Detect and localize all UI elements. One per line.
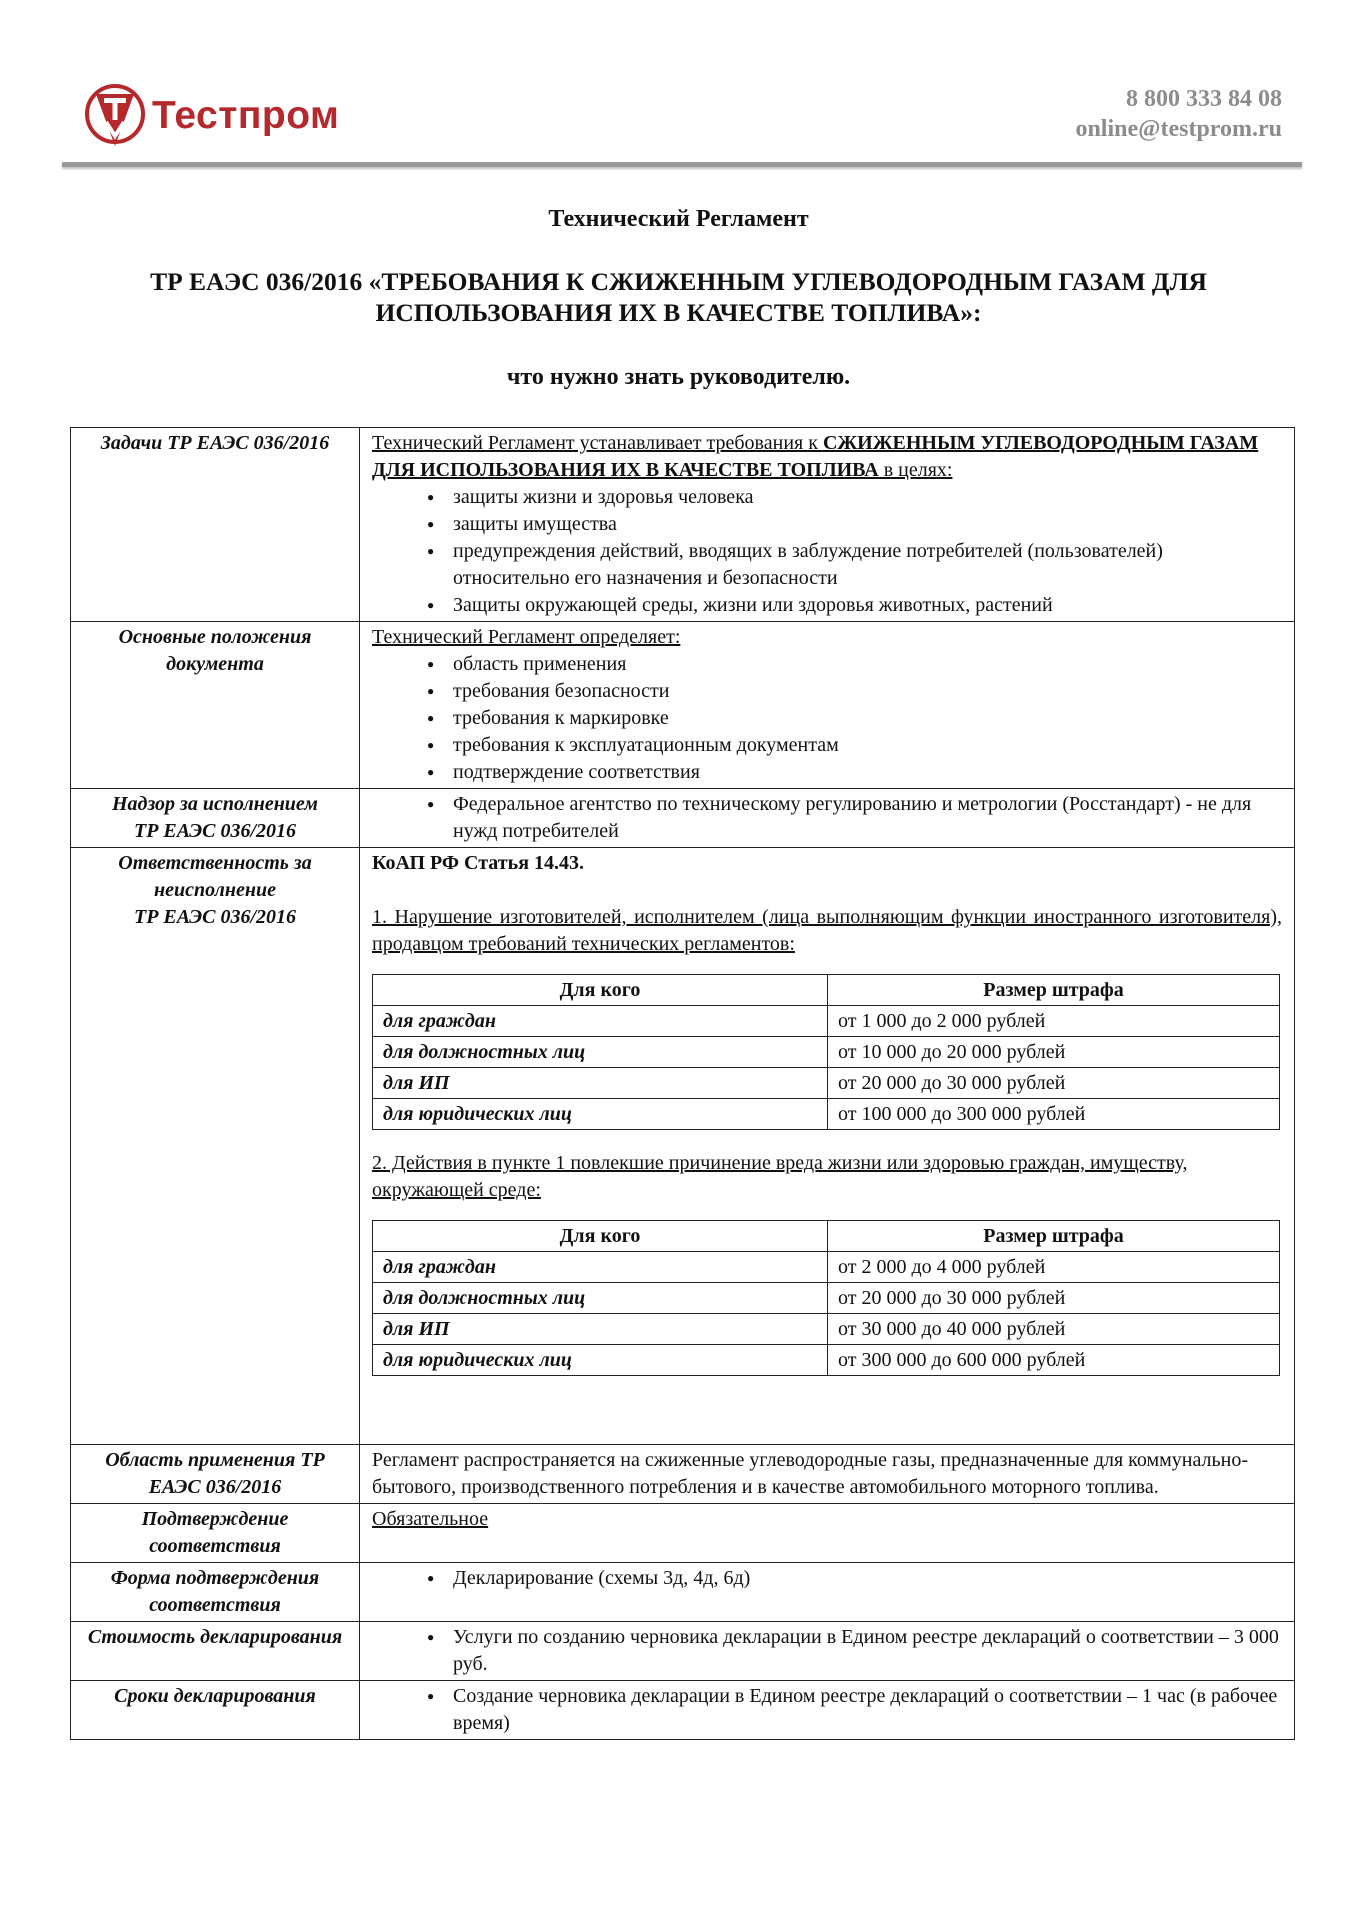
label-liability: [71, 848, 360, 1445]
cost-list: [372, 1624, 1282, 1678]
liability-heading: КоАП РФ Статья 14.43.: [372, 852, 585, 874]
cell-fine: от 10 000 до 20 000 рублей: [828, 1037, 1280, 1068]
cell-fine: от 2 000 до 4 000 рублей: [828, 1252, 1280, 1283]
tasks-intro-end: в целях:: [878, 459, 953, 481]
contacts: [1075, 84, 1282, 144]
content-tasks: [360, 428, 1295, 622]
doc-subtitle-line-1: ТР ЕАЭС 036/2016 «ТРЕБОВАНИЯ К СЖИЖЕННЫМ УГЛЕВОДОРОДНЫМ ГАЗАМ ДЛЯ: [150, 267, 1207, 296]
provisions-list: [372, 651, 1282, 786]
col-who: Для кого: [373, 1221, 828, 1252]
fines-table-1: [372, 974, 1280, 1130]
testprom-logo-icon: [82, 80, 148, 152]
cell-fine: от 20 000 до 30 000 рублей: [828, 1068, 1280, 1099]
table-row: [373, 1345, 1280, 1376]
content-scope: Регламент распространяется на сжиженные углеводородные газы, предназначенные для коммунально-бытового, производственного потребления и в качестве автомобильного моторного топлива.: [360, 1445, 1295, 1504]
table-row: [373, 1283, 1280, 1314]
phone-number[interactable]: 8 800 333 84 08: [1126, 86, 1282, 112]
tasks-intro-text: Технический Регламент устанавливает требования к: [372, 432, 823, 454]
form-list: [372, 1565, 1282, 1592]
label-cost: Стоимость декларирования: [71, 1622, 360, 1681]
label-supervision-line-1: Надзор за исполнением: [112, 793, 318, 815]
cell-who: для граждан: [373, 1006, 828, 1037]
provisions-intro: Технический Регламент определяет:: [372, 626, 681, 648]
list-item: ● область применения: [427, 651, 1282, 678]
table-row: [373, 1099, 1280, 1130]
supervision-list: [372, 791, 1282, 845]
row-terms: [71, 1681, 1295, 1740]
cell-who: для должностных лиц: [373, 1037, 828, 1068]
table-row: [373, 1252, 1280, 1283]
list-item: ● требования к эксплуатационным документам: [427, 732, 1282, 759]
header-divider: [62, 162, 1302, 167]
liability-p2: 2. Действия в пункте 1 повлекшие причинение вреда жизни или здоровью граждан, имуществу, окружающей среде:: [372, 1152, 1188, 1201]
list-item: ● защиты жизни и здоровья человека: [427, 484, 1282, 511]
company-logo: [82, 80, 339, 152]
confirmation-value: Обязательное: [372, 1508, 489, 1530]
cell-fine: от 30 000 до 40 000 рублей: [828, 1314, 1280, 1345]
label-scope: Область применения ТР ЕАЭС 036/2016: [71, 1445, 360, 1504]
terms-list: [372, 1683, 1282, 1737]
doc-subtitle-line-2: ИСПОЛЬЗОВАНИЯ ИХ В КАЧЕСТВЕ ТОПЛИВА»:: [375, 298, 982, 327]
row-confirmation: [71, 1504, 1295, 1563]
tasks-intro-bold: СЖИЖЕННЫМ УГЛЕВОДОРОДНЫМ ГАЗАМ ДЛЯ ИСПОЛЬЗОВАНИЯ ИХ В КАЧЕСТВЕ ТОПЛИВА: [372, 432, 1259, 481]
cell-fine: от 300 000 до 600 000 рублей: [828, 1345, 1280, 1376]
col-fine: Размер штрафа: [828, 1221, 1280, 1252]
label-supervision-line-2: ТР ЕАЭС 036/2016: [133, 820, 297, 842]
row-form: [71, 1563, 1295, 1622]
table-row: [373, 1006, 1280, 1037]
table-row: [373, 1314, 1280, 1345]
col-fine: Размер штрафа: [828, 975, 1280, 1006]
cell-who: для граждан: [373, 1252, 828, 1283]
row-liability: [71, 848, 1295, 1445]
table-header: [373, 1221, 1280, 1252]
content-form: [360, 1563, 1295, 1622]
list-item: ● защиты имущества: [427, 511, 1282, 538]
col-who: Для кого: [373, 975, 828, 1006]
cell-fine: от 1 000 до 2 000 рублей: [828, 1006, 1280, 1037]
cell-fine: от 20 000 до 30 000 рублей: [828, 1283, 1280, 1314]
label-liability-line-1: Ответственность за неисполнение: [118, 852, 312, 901]
liability-p1: 1. Нарушение изготовителей, исполнителем (лица выполняющим функции иностранного изготовителя), продавцом требований технических регламентов:: [372, 906, 1282, 955]
label-provisions: Основные положения документа: [71, 622, 360, 789]
table-header: [373, 975, 1280, 1006]
regulation-table: [70, 427, 1295, 1740]
cell-who: для ИП: [373, 1314, 828, 1345]
list-item: ● требования безопасности: [427, 678, 1282, 705]
fines-table-2: [372, 1220, 1280, 1376]
row-scope: [71, 1445, 1295, 1504]
row-provisions: [71, 622, 1295, 789]
tasks-intro: [372, 430, 1282, 484]
cell-who: для юридических лиц: [373, 1099, 828, 1130]
content-supervision: [360, 789, 1295, 848]
list-item: ● Декларирование (схемы 3д, 4д, 6д): [427, 1565, 1282, 1592]
list-item: ● Защиты окружающей среды, жизни или здоровья животных, растений: [427, 592, 1282, 619]
row-supervision: [71, 789, 1295, 848]
content-terms: [360, 1681, 1295, 1740]
content-liability: [360, 848, 1295, 1445]
table-row: [373, 1037, 1280, 1068]
list-item: ● Создание черновика декларации в Едином реестре деклараций о соответствии – 1 час (в рабочее время): [427, 1683, 1282, 1737]
table-row: [373, 1068, 1280, 1099]
cell-who: для юридических лиц: [373, 1345, 828, 1376]
list-item: ● предупреждения действий, вводящих в заблуждение потребителей (пользователей) относительно его назначения и безопасности: [427, 538, 1282, 592]
cell-fine: от 100 000 до 300 000 рублей: [828, 1099, 1280, 1130]
tasks-list: [372, 484, 1282, 619]
label-liability-line-2: ТР ЕАЭС 036/2016: [133, 906, 297, 928]
doc-tagline: что нужно знать руководителю.: [506, 364, 851, 390]
content-confirmation: [360, 1504, 1295, 1563]
row-tasks: [71, 428, 1295, 622]
cell-who: для ИП: [373, 1068, 828, 1099]
content-provisions: [360, 622, 1295, 789]
label-supervision: [71, 789, 360, 848]
label-terms: Сроки декларирования: [71, 1681, 360, 1740]
logo-text: Тестпром: [152, 94, 340, 137]
cell-who: для должностных лиц: [373, 1283, 828, 1314]
label-confirmation: Подтверждение соответствия: [71, 1504, 360, 1563]
page-header: [62, 78, 1302, 168]
email-address[interactable]: online@testprom.ru: [1075, 116, 1282, 142]
content-cost: [360, 1622, 1295, 1681]
list-item: ● подтверждение соответствия: [427, 759, 1282, 786]
row-cost: [71, 1622, 1295, 1681]
label-tasks: Задачи ТР ЕАЭС 036/2016: [71, 428, 360, 622]
list-item: ● Услуги по созданию черновика декларации в Едином реестре деклараций о соответствии – 3 000 руб.: [427, 1624, 1282, 1678]
list-item: ● Федеральное агентство по техническому регулированию и метрологии (Росстандарт) - не для нужд потребителей: [427, 791, 1282, 845]
doc-subtitle: [0, 266, 1357, 328]
doc-title: Технический Регламент: [548, 206, 809, 232]
list-item: ● требования к маркировке: [427, 705, 1282, 732]
label-form: Форма подтверждения соответствия: [71, 1563, 360, 1622]
